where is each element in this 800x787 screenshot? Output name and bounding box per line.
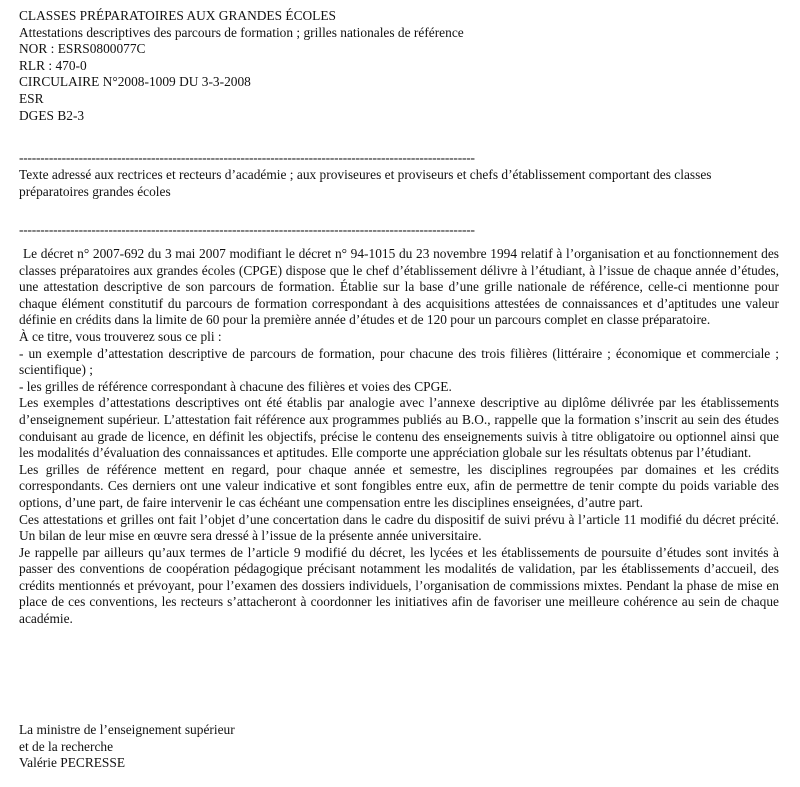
enclosure-item-attestation: - un exemple d’attestation descriptive de parcours de formation, pour chacune des trois filières (littéraire ; économique et commerciale ; scientifique) ;	[19, 345, 779, 378]
ministry-code: ESR	[19, 90, 44, 106]
nor-reference: NOR : ESRS0800077C	[19, 41, 146, 57]
signature-block	[19, 722, 419, 772]
document-title: CLASSES PRÉPARATOIRES AUX GRANDES ÉCOLES	[19, 8, 336, 23]
signatory-name: Valérie PECRESSE	[19, 755, 126, 771]
paragraph-decree: Le décret n° 2007-692 du 3 mai 2007 modifiant le décret n° 94-1015 du 23 novembre 1994 relatif à l’organisation et au fonctionnement des classes préparatoires aux grandes écoles (CPGE) dispose que le chef d’établissement délivre à l’étudiant, à l’issue de chaque année d’études, une attestation descriptive de son parcours de formation. Établie sur la base d’une grille nationale de référence, celle-ci mentionne pour chaque élément constitutif du parcours de formation correspondant à des acquisitions attestées de connaissances et d’aptitudes une valeur définie en crédits dans la limite de 60 pour la première année d’études et de 120 pour un parcours complet en classe préparatoire.	[19, 246, 779, 328]
document-subtitle: Attestations descriptives des parcours de formation ; grilles nationales de référence	[19, 24, 464, 40]
paragraph-concertation: Ces attestations et grilles ont fait l’objet d’une concertation dans le cadre du dispositif de suivi prévu à l’article 11 modifié du décret précité. Un bilan de leur mise en œuvre sera dressé à l’issue de la présente année universitaire.	[19, 511, 779, 544]
document-header	[19, 8, 779, 124]
signatory-title-line2: et de la recherche	[19, 738, 114, 754]
separator-bottom: -----------------------------------------------------------------------------------------------------------	[19, 222, 475, 237]
circular-body	[19, 246, 779, 628]
separator-top: -----------------------------------------------------------------------------------------------------------	[19, 150, 475, 165]
paragraph-attestations: Les exemples d’attestations descriptives ont été établis par analogie avec l’annexe descriptive au diplôme délivrée par les établissements d’enseignement supérieur. L’attestation fait référence aux programmes publiés au B.O., rappelle que la formation s’inscrit au sein des études conduisant au grade de licence, en définit les objectifs, précise le contenu des enseignements suivis à titre obligatoire ou optionnel ainsi que les modalités d’évaluation des connaissances et aptitudes. Elle comporte une appréciation globale sur les résultats obtenus par l’étudiant.	[19, 395, 779, 461]
addressees-text: Texte adressé aux rectrices et recteurs d’académie ; aux proviseures et proviseurs et chefs d’établissement comportant des classes préparatoires grandes écoles	[19, 167, 712, 199]
rlr-reference: RLR : 470-0	[19, 57, 87, 73]
enclosure-item-grilles: - les grilles de référence correspondant à chacune des filières et voies des CPGE.	[19, 378, 452, 394]
direction-code: DGES B2-3	[19, 107, 85, 123]
paragraph-grilles: Les grilles de référence mettent en regard, pour chaque année et semestre, les disciplines regroupées par domaines et les crédits correspondants. Ces derniers ont une valeur indicative et sont fongibles entre eux, afin de permettre de tenir compte du poids variable des options, d’une part, de faire intervenir le cas échéant une compensation entre les disciplines enseignées, d’autre part.	[19, 461, 779, 510]
paragraph-enclosures-intro: À ce titre, vous trouverez sous ce pli :	[19, 328, 222, 344]
circulaire-reference: CIRCULAIRE N°2008-1009 DU 3-3-2008	[19, 74, 251, 90]
paragraph-conventions: Je rappelle par ailleurs qu’aux termes de l’article 9 modifié du décret, les lycées et les établissements de poursuite d’études sont invités à passer des conventions de coopération pédagogique précisant notamment les modalités de validation, par les établissements d’accueil, des crédits mentionnés et prévoyant, pour l’examen des dossiers individuels, l’organisation de commissions mixtes. Pendant la phase de mise en place de ces conventions, les recteurs s’attacheront à coordonner les initiatives afin de favoriser une meilleure cohérence au sein de chaque académie.	[19, 544, 779, 627]
signatory-title-line1: La ministre de l’enseignement supérieur	[19, 722, 235, 737]
